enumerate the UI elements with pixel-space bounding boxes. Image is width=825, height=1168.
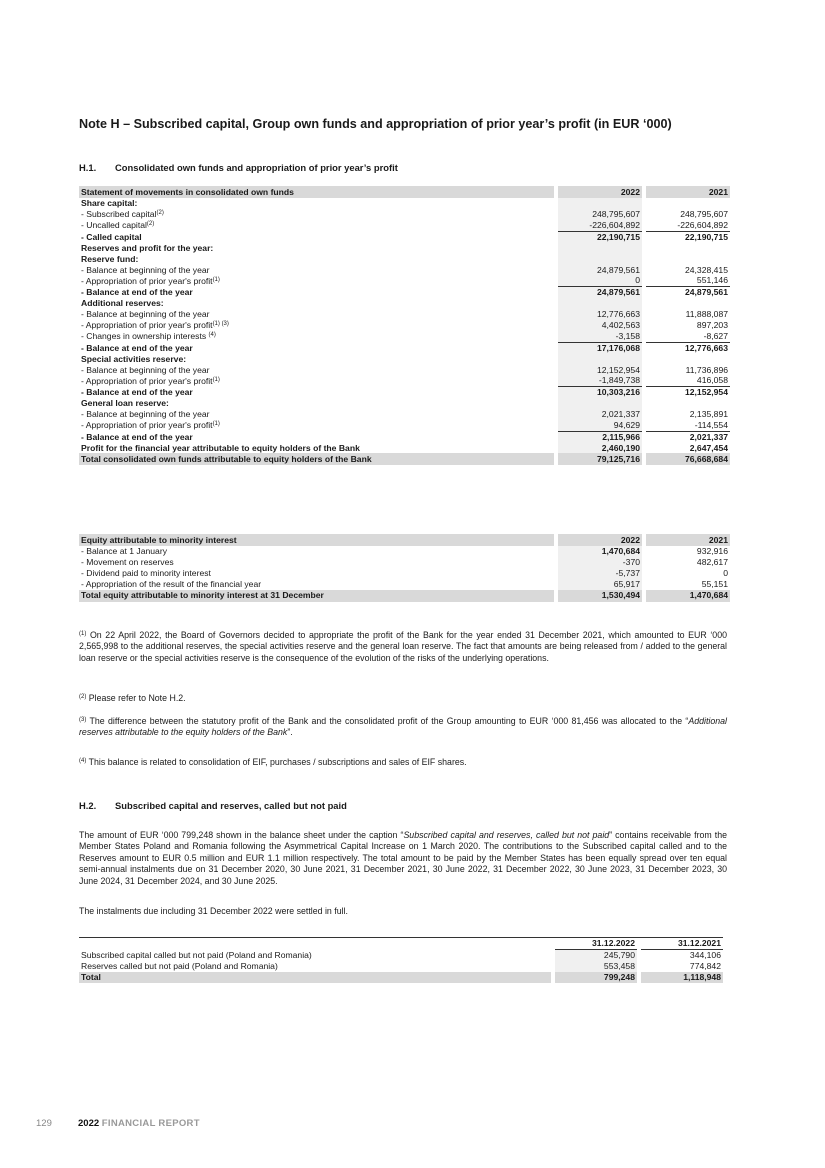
table-total-row: [79, 453, 730, 465]
section-number: H.2.: [79, 800, 97, 811]
cell-2022-text: -3,158: [615, 330, 640, 341]
column-header-label: Equity attributable to minority interest: [79, 534, 554, 546]
table-row: [79, 375, 730, 386]
footnote-italic: Additional reserves attributable to the equity holders of the Bank: [79, 716, 727, 738]
cell-2022: [558, 309, 642, 320]
h2-paragraph: [79, 830, 727, 887]
cell-2022-text: 24,879,561: [596, 287, 640, 298]
cell-2021-text: 416,058: [696, 375, 728, 386]
row-label-text: General loan reserve:: [81, 398, 169, 409]
cell-2021: [646, 557, 730, 568]
cell-2021: 774,842: [689, 961, 721, 972]
cell-2022: [558, 364, 642, 375]
cell-2022-text: 2,021,337: [601, 409, 640, 420]
page-footer: [36, 1118, 200, 1129]
cell-2021-text: 12,776,663: [684, 342, 728, 353]
cell-2022-text: 4,402,563: [601, 319, 640, 330]
cell-2022: [558, 431, 642, 442]
row-label-text: - Balance at beginning of the year: [81, 364, 210, 375]
cell-2021-text: 11,888,087: [685, 309, 728, 320]
row-label-text: - Appropriation of the result of the financial year: [81, 578, 262, 589]
section-heading-h2: [79, 800, 347, 811]
row-label: [79, 353, 554, 364]
cell-2022: [558, 243, 642, 254]
cell-2022-text: 248,795,607: [592, 209, 640, 220]
footnote-mark: (2): [79, 694, 87, 700]
total-label: Total equity attributable to minority interest at 31 December: [79, 590, 554, 602]
footnote-mark: (4): [79, 758, 87, 764]
footnote-tail: ”.: [287, 727, 293, 738]
cell-2021: [646, 546, 730, 557]
cell-2022: 553,458: [555, 961, 637, 972]
cell-2021-text: 24,328,415: [684, 264, 728, 275]
table-row: [79, 287, 730, 298]
table-row: [79, 579, 730, 590]
row-label-text: - Balance at beginning of the year: [81, 309, 210, 320]
row-label-text: Reserves and profit for the year:: [81, 242, 214, 253]
table-row: [79, 364, 730, 375]
row-label: [79, 298, 554, 309]
cell-2021-text: 2,647,454: [689, 442, 728, 453]
table-header-row: [79, 938, 723, 950]
cell-2021: [646, 409, 730, 420]
cell-2021: [646, 353, 730, 364]
cell-2021: [646, 253, 730, 264]
cell-2021-text: 0: [723, 567, 728, 578]
h2-paragraph-2: The instalments due including 31 December 2022 were settled in full.: [79, 906, 348, 916]
cell-2022-text: 2,460,190: [601, 442, 640, 453]
page-number: 129: [36, 1118, 52, 1129]
cell-2021: [646, 364, 730, 375]
cell-2022-text: 1,470,684: [601, 546, 640, 557]
page-title: Note H – Subscribed capital, Group own funds and appropriation of prior year’s profit (in EUR ‘000): [79, 117, 672, 131]
row-label: [79, 546, 554, 557]
own-funds-table: [79, 186, 730, 465]
footnote-ref: (4): [208, 332, 216, 339]
cell-2021: [646, 320, 730, 331]
section-title: Subscribed capital and reserves, called but not paid: [115, 800, 347, 811]
column-header-2022: 31.12.2022: [555, 938, 637, 950]
table-header-row: [79, 186, 730, 198]
row-label: [79, 568, 554, 579]
table-row: [79, 309, 730, 320]
footnote-ref: (1): [212, 421, 220, 428]
table-row: [79, 264, 730, 275]
row-label-text: - Balance at beginning of the year: [81, 409, 210, 420]
cell-2022: [558, 557, 642, 568]
table-row: [79, 961, 723, 972]
total-2021: 1,470,684: [646, 590, 730, 602]
row-label: [79, 309, 554, 320]
row-label-text: - Movement on reserves: [81, 557, 174, 568]
cell-2022: [558, 409, 642, 420]
cell-2022: [558, 264, 642, 275]
report-year: 2022: [78, 1118, 100, 1129]
footnote-ref: (1): [212, 276, 220, 283]
footnote-text: On 22 April 2022, the Board of Governors decided to appropriate the profit of the Bank for the year ended 31 December 2021, which amounted to EUR ‘000 2,565,998 to the additional reserves, the special activities reserve and the general loan reserve. The fact that amounts are being released from / added to the general loan reserve or the special activities reserve is the consequence of the evolution of the risks of the underlying operations.: [79, 630, 727, 663]
cell-2022: [558, 331, 642, 342]
table-row: [79, 431, 730, 442]
total-2022: 1,530,494: [558, 590, 642, 602]
row-label-text: - Changes in ownership interests: [81, 331, 209, 342]
cell-2022-text: 10,303,216: [596, 387, 640, 398]
section-heading-h1: [79, 162, 398, 173]
total-2022: 79,125,716: [558, 453, 642, 465]
column-header-2021: 31.12.2021: [641, 938, 723, 950]
table-row: [79, 253, 730, 264]
cell-2021: [646, 331, 730, 342]
cell-2021-text: -114,554: [694, 420, 728, 430]
cell-2021: [646, 287, 730, 298]
footnote-ref: (1) (3): [212, 320, 229, 327]
cell-2021: [646, 443, 730, 454]
cell-2022: [558, 387, 642, 398]
total-2021: 1,118,948: [641, 972, 723, 983]
cell-2022-text: 0: [635, 275, 640, 286]
cell-2021: [646, 198, 730, 209]
cell-2022: [558, 275, 642, 286]
cell-2022: [558, 209, 642, 220]
cell-2021-text: 248,795,607: [680, 209, 728, 220]
cell-2022-text: 65,917: [613, 578, 640, 589]
cell-2021-text: 482,617: [696, 557, 728, 568]
row-label: [79, 253, 554, 264]
cell-2022: [558, 398, 642, 409]
row-label: [79, 342, 554, 353]
row-label-text: - Appropriation of prior year's profit: [81, 375, 213, 386]
row-label: [79, 231, 554, 242]
table-row: [79, 198, 730, 209]
cell-2022: [558, 220, 642, 231]
row-label: [79, 375, 554, 386]
cell-2022: [558, 420, 642, 431]
cell-2021-text: 22,190,715: [684, 231, 728, 242]
row-label-text: - Appropriation of prior year's profit: [81, 319, 213, 330]
row-label-text: - Balance at 1 January: [81, 546, 167, 557]
minority-interest-table-body: [79, 546, 730, 590]
own-funds-table-body: [79, 198, 730, 453]
total-label: Total consolidated own funds attributable to equity holders of the Bank: [79, 453, 554, 465]
section-number: H.1.: [79, 162, 97, 173]
cell-2022-text: -5,737: [615, 567, 640, 578]
column-header-label: Statement of movements in consolidated own funds: [79, 186, 554, 198]
cell-2022: 245,790: [555, 950, 637, 961]
cell-2021-text: 2,021,337: [689, 431, 728, 442]
table-row: [79, 546, 730, 557]
cell-2022: [558, 568, 642, 579]
cell-2022-text: 24,879,561: [596, 264, 640, 275]
footnote-text: This balance is related to consolidation of EIF, purchases / subscriptions and sales of EIF shares.: [86, 757, 467, 767]
row-label-text: - Balance at end of the year: [81, 342, 193, 353]
cell-2022: [558, 579, 642, 590]
cell-2022: [558, 375, 642, 386]
row-label-text: - Appropriation of prior year's profit: [81, 275, 213, 286]
cell-2021-text: -8,627: [703, 330, 728, 341]
cell-2021: [646, 420, 730, 431]
column-header-2022: 2022: [558, 534, 642, 546]
cell-2022: [558, 443, 642, 454]
row-label: [79, 209, 554, 220]
cell-2022-text: -1,849,738: [598, 375, 640, 386]
section-title: Consolidated own funds and appropriation of prior year’s profit: [115, 162, 398, 173]
table-row: [79, 320, 730, 331]
cell-2021: [646, 231, 730, 242]
cell-2021: [646, 275, 730, 286]
cell-2022-text: 94,629: [613, 420, 640, 430]
table-row: [79, 353, 730, 364]
called-not-paid-table: [79, 937, 723, 983]
row-label-text: - Balance at end of the year: [81, 387, 193, 398]
cell-2022-text: 17,176,068: [596, 342, 640, 353]
cell-2021: [646, 431, 730, 442]
table-row: [79, 950, 723, 961]
table-row: [79, 331, 730, 342]
row-label-text: - Appropriation of prior year's profit: [81, 420, 213, 431]
row-label-text: - Dividend paid to minority interest: [81, 567, 211, 578]
table-row: [79, 342, 730, 353]
footnote-ref: (1): [212, 376, 220, 383]
table-row: [79, 231, 730, 242]
total-2022: 799,248: [555, 972, 637, 983]
cell-2021: [646, 298, 730, 309]
cell-2021: [646, 309, 730, 320]
cell-2021: [646, 243, 730, 254]
row-label: [79, 320, 554, 331]
column-header-2022: 2022: [558, 186, 642, 198]
table-row: [79, 568, 730, 579]
row-label: [79, 557, 554, 568]
row-label: [79, 331, 554, 342]
row-label-text: - Subscribed capital: [81, 209, 157, 220]
cell-2022: [558, 342, 642, 353]
table-header-row: [79, 534, 730, 546]
row-label: [79, 398, 554, 409]
footnote-3: [79, 716, 727, 739]
table-row: [79, 557, 730, 568]
cell-2021-text: 2,135,891: [689, 409, 728, 420]
report-name: FINANCIAL REPORT: [101, 1118, 200, 1129]
table-total-row: [79, 972, 723, 983]
table-row: [79, 409, 730, 420]
cell-2021-text: 897,203: [696, 319, 728, 330]
table-row: [79, 275, 730, 286]
cell-2022: [558, 253, 642, 264]
cell-2022: [558, 298, 642, 309]
table-row: [79, 420, 730, 431]
row-label-text: - Balance at end of the year: [81, 287, 193, 298]
table-row: [79, 398, 730, 409]
row-label-text: Special activities reserve:: [81, 353, 187, 364]
cell-2022-text: 22,190,715: [596, 231, 640, 242]
row-label: [79, 220, 554, 231]
cell-2021-text: 11,736,896: [685, 364, 728, 375]
row-label: Reserves called but not paid (Poland and Romania): [81, 961, 278, 972]
cell-2021-text: 551,146: [696, 275, 728, 286]
cell-2022: [558, 198, 642, 209]
row-label: [79, 243, 554, 254]
cell-2021-text: 12,152,954: [684, 387, 728, 398]
row-label-text: - Balance at end of the year: [81, 431, 193, 442]
row-label-text: Profit for the financial year attributable to equity holders of the Bank: [81, 442, 360, 453]
paragraph-text-cont: ” contains receivable from the Member States Poland and Romania following the Asymmetrical Capital Increase on 1 March 2020. The contributions to the Subscribed capital called and to the Reserves amount to EUR 0.5 million and EUR 1.1 million respectively. The total amount to be paid by the Member States has been equally spread over ten equal semi-annual instalments due on 31 December 2020, 30 June 2021, 31 December 2021, 30 June 2022, 31 December 2022, 30 June 2023, 31 December 2023, 30 June 2024, 31 December 2024, and 30 June 2025.: [79, 830, 727, 886]
table-total-row: [79, 590, 730, 602]
cell-2022-text: -370: [622, 557, 640, 568]
minority-interest-table: [79, 534, 730, 602]
cell-2021-text: 24,879,561: [684, 287, 728, 298]
table-row: [79, 387, 730, 398]
row-label: [79, 198, 554, 209]
cell-2021-text: -226,604,892: [677, 219, 728, 230]
row-label-text: - Balance at beginning of the year: [81, 264, 210, 275]
cell-2021: [646, 579, 730, 590]
table-row: [79, 243, 730, 254]
row-label: [79, 409, 554, 420]
column-header-2021: 2021: [646, 186, 730, 198]
row-label-text: - Uncalled capital: [81, 220, 147, 231]
row-label: [79, 431, 554, 442]
footnote-ref: (2): [146, 221, 155, 228]
cell-2021: [646, 568, 730, 579]
called-not-paid-table-body: [79, 950, 723, 972]
table-row: [79, 209, 730, 220]
cell-2022-text: -226,604,892: [589, 219, 640, 230]
row-label-text: Reserve fund:: [81, 253, 139, 264]
footnote-text: Please refer to Note H.2.: [86, 693, 186, 703]
cell-2021: [646, 387, 730, 398]
cell-2022-text: 12,152,954: [596, 364, 640, 375]
footnote-mark: (3): [79, 717, 87, 723]
row-label-text: Share capital:: [81, 198, 138, 209]
footnote-text: The difference between the statutory profit of the Bank and the consolidated profit of the Group amounting to EUR ‘000 81,456 was allocated to the “: [86, 716, 689, 726]
row-label: [79, 275, 554, 286]
footnote-mark: (1): [79, 631, 87, 637]
cell-2022-text: 2,115,966: [602, 431, 640, 442]
row-label: [79, 364, 554, 375]
footnote-ref: (2): [156, 210, 164, 217]
row-label: [79, 387, 554, 398]
cell-2021-text: 932,916: [696, 546, 728, 557]
cell-2021: [646, 220, 730, 231]
row-label: [79, 264, 554, 275]
total-label: Total: [79, 972, 551, 983]
table-row: [79, 443, 730, 454]
cell-2022-text: 12,776,663: [596, 309, 640, 320]
row-label: Subscribed capital called but not paid (Poland and Romania): [81, 949, 312, 960]
cell-2021: [646, 209, 730, 220]
column-header-2021: 2021: [646, 534, 730, 546]
footnote-2: [79, 693, 727, 704]
cell-2022: [558, 231, 642, 242]
cell-2021-text: 55,151: [701, 578, 728, 589]
row-label: [79, 579, 554, 590]
row-label-text: Additional reserves:: [81, 298, 164, 309]
cell-2021: [646, 342, 730, 353]
paragraph-text: The amount of EUR ‘000 799,248 shown in the balance sheet under the caption “: [79, 830, 404, 840]
total-2021: 76,668,684: [646, 453, 730, 465]
footnote-4: [79, 757, 727, 768]
paragraph-italic: Subscribed capital and reserves, called but not paid: [403, 830, 610, 840]
table-row: [79, 220, 730, 231]
row-label: [79, 287, 554, 298]
cell-2021: 344,106: [689, 950, 721, 961]
cell-2022: [558, 287, 642, 298]
cell-2021: [646, 398, 730, 409]
cell-2022: [558, 320, 642, 331]
row-label: [79, 420, 554, 431]
row-label: [79, 443, 554, 454]
table-row: [79, 298, 730, 309]
footnote-1: [79, 630, 727, 664]
cell-2021: [646, 264, 730, 275]
cell-2022: [558, 546, 642, 557]
cell-2022: [558, 353, 642, 364]
cell-2021: [646, 375, 730, 386]
row-label-text: - Called capital: [81, 231, 142, 242]
